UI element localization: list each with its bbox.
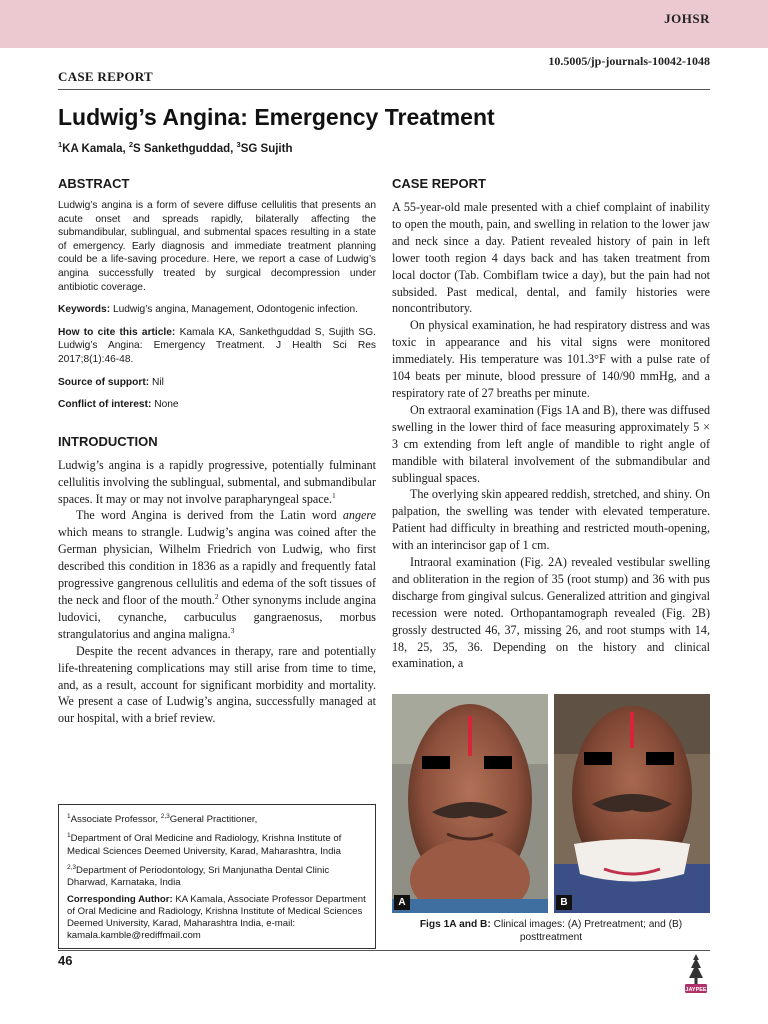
support-label: Source of support: [58,376,150,388]
citation-label: How to cite this article: [58,326,176,338]
ref-sup: 1 [332,490,336,500]
affiliation-1 [67,830,367,858]
page-number: 46 [58,953,73,968]
case-paragraph-1: A 55-year-old male presented with a chief complaint of inability to open the mouth, pain, and swelling in relation to the lower jaw and neck since a day. Patient revealed history of pain in left lower tooth region 4 days back and has taken treatment from local doctor (Tab. Combiflam twice a day), but the pain had not subsided. Past medical, dental, and family histories were noncontributory. [392,200,710,316]
intro-p1-text: Ludwig’s angina is a rapidly progressive, potentially fulminant cellulitis involving the sublingual, submental, and submandibular spaces. It may or may not involve parapharyngeal space. [58,457,376,506]
clinical-photo-b [554,694,710,913]
abstract-heading: ABSTRACT [58,176,130,191]
article-title: Ludwig’s Angina: Emergency Treatment [58,104,495,130]
keywords [58,303,376,317]
corresponding-author [67,894,367,943]
aff-sup: 1 [67,832,71,840]
keywords-value: Ludwig’s angina, Management, Odontogenic infection. [112,304,358,316]
aff-text: Department of Periodontology, Sri Manjunatha Dental Clinic Dharwad, Karnataka, India [67,865,330,889]
aff-role-b: General Practitioner, [169,814,258,826]
aff-text: Department of Oral Medicine and Radiology, Krishna Institute of Medical Sciences Deemed University, Karad, Maharashtra, India [67,833,342,857]
aff-sup: 2,3 [160,813,170,820]
aff-role-a: Associate Professor, [70,814,161,826]
ref-sup: 2 [214,591,219,601]
case-report-heading: CASE REPORT [392,176,486,191]
left-column [58,176,376,727]
corr-label: Corresponding Author: [67,893,173,905]
intro-p2-text-b: which means to strangle. Ludwig’s angina was coined after the German physician, Wilhelm Friedrich von Ludwig, who first described this condition in 1836 as a rapidly and frequently fatal progressive gangrenous cellulitis and edema of the soft tissues of the neck and floor of the mouth. [58,525,376,607]
conflict-label: Conflict of interest: [58,399,152,411]
case-paragraph-5: Intraoral examination (Fig. 2A) revealed vestibular swelling and obliteration in the region of 35 (root stump) and 36 with pus discharge from gingival sulcus. Generalized attrition and gingival recession were noted. Orthopantamograph revealed (Fig. 2B) grossly destructed 46, 37, missing 26, and root stumps with 14, 18, 25, 35, 36. Depending on the history and clinical examination, a [392,555,710,671]
footer-rule [58,950,710,951]
figure-label-a: A [394,895,410,910]
author-name: SG Sujith [240,142,293,155]
right-column [392,176,710,672]
affiliation-box [58,804,376,949]
case-paragraph-3: On extraoral examination (Figs 1A and B), there was diffused swelling in the lower third of face measuring approximately 5 × 3 cm extending from left angle of mandible to right angle of mandible with bilateral involvement of the submandibular and sublingual spaces. [392,402,710,485]
logo-wordmark: JAYPEE [685,987,707,993]
corr-text: KA Kamala, Associate Professor Department of Oral Medicine and Radiology, Krishna Institute of Medical Sciences Deemed University, Karad, Maharashtra India, e-mail: kamala.kamble@rediffmail.com [67,893,366,942]
abstract-text: Ludwig’s angina is a form of severe diffuse cellulitis that presents an acute onset and spreads rapidly, bilaterally affecting the submandibular, sublingual, and submental spaces resulting in a state of emergency. Early diagnosis and immediate treatment planning could be a life-saving procedure. Here, we report a case of Ludwig’s angina successfully treated by surgical decompression under antibiotic coverage. [58,200,376,293]
author-name: S Sankethguddad [133,142,231,155]
citation [58,326,376,367]
case-paragraph-2: On physical examination, he had respiratory distress and was toxic in appearance and his vital signs were monitored immediately. His temperature was 101.3°F with a pulse rate of 104 beats per minute, blood pressure of 140/90 mmHg, and a respiratory rate of 27 breaths per minute. [392,318,710,400]
header-band [0,0,768,48]
journal-name: JOHSR [664,11,710,26]
author-sup: 1 [58,140,63,149]
header-rule [58,89,710,90]
keywords-label: Keywords: [58,304,111,316]
ref-sup: 3 [230,625,235,635]
intro-p2-text-c: Other synonyms include angina ludovici, cynanche, carbuculus gangraenosus, morbus strangulatorius and angina maligna. [58,592,376,641]
case-paragraph-4: The overlying skin appeared reddish, stretched, and shiny. On palpation, the swelling was tender with elevated temperature. Patient had difficulty in breathing and restricted mouth-opening, with an interincisor gap of 1 cm. [392,487,710,553]
doi-link[interactable]: 10.5005/jp-journals-10042-1048 [548,54,710,68]
author-list: $^1$KA Kamala, $^2$S Sankethguddad, $^3$SG Sujith [58,140,293,155]
caption-label: Figs 1A and B: [419,919,491,930]
intro-p2-text-a: The word Angina is derived from the Latin word [76,508,343,523]
author-name: KA Kamala [62,142,123,155]
author-sup: 3 [236,140,241,149]
article-type: CASE REPORT [58,69,153,84]
affiliation-2 [67,862,367,890]
author-sup: 2 [128,140,134,149]
conflict-value: None [154,399,179,411]
intro-p2-italic: angere [342,508,376,523]
figure-1 [392,694,710,913]
source-of-support [58,376,376,390]
intro-paragraph-3: Despite the recent advances in therapy, rare and potentially life-threatening complications may still arise from time to time, and, as a result, account for significant morbidity and mortality. We present a case of Ludwig’s angina, successfully managed at our hospital, with a brief review. [58,643,376,726]
affiliation-roles [67,811,367,826]
figure-label-b: B [556,895,572,910]
citation-value: Kamala KA, Sankethguddad S, Sujith SG. Ludwig’s Angina: Emergency Treatment. J Health Sci Res 2017;8(1):46-48. [58,326,376,365]
conflict-of-interest [58,398,376,412]
clinical-photo-a [392,694,548,913]
figure-caption [392,918,710,944]
aff-sup: 1 [67,813,71,820]
intro-paragraph-2 [58,507,376,642]
introduction-heading: INTRODUCTION [58,433,158,449]
support-value: Nil [151,376,164,388]
publisher-logo [682,952,710,996]
caption-text: Clinical images: (A) Pretreatment; and (B) posttreatment [493,919,683,943]
intro-paragraph-1 [58,457,376,508]
aff-sup: 2,3 [67,863,77,871]
